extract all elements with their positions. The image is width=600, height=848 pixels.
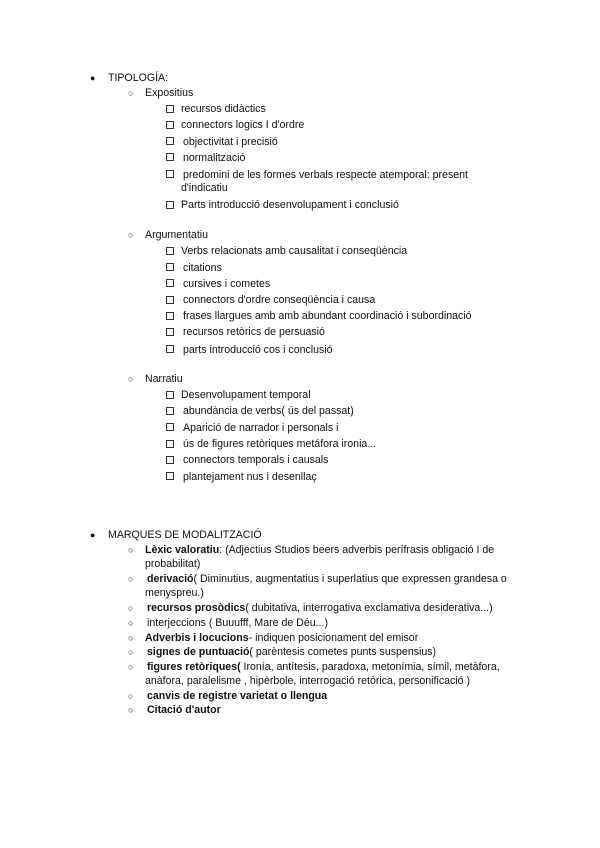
list-item-continuation: probabilitat) [145,558,201,570]
term: recursos prosòdics [147,602,246,614]
bullet-circle-icon: ○ [128,574,134,584]
term: derivació [147,573,194,585]
term-description: ( Diminutius, augmentatius i superlatius que expressen grandesa o [193,573,507,585]
list-item: frases llargues amb amb abundant coordinació i subordinació [183,310,472,322]
checkbox[interactable] [166,391,174,399]
list-item: Desenvolupament temporal [181,389,311,401]
bullet-circle-icon: ○ [128,545,134,555]
checkbox[interactable] [166,328,174,336]
list-item: connectors temporals i causals [183,454,329,466]
subsection-narratiu: Narratiu [145,373,183,385]
list-item: Aparició de narrador i personals i [183,422,339,434]
checkbox[interactable] [166,312,174,320]
checkbox[interactable] [166,201,174,209]
list-item: connectors logics I d'ordre [181,119,305,131]
bullet-circle-icon: ○ [128,88,134,98]
list-item [147,602,493,615]
list-item [145,632,418,645]
bullet-circle-icon: ○ [128,691,134,701]
term: signes de puntuació [147,646,250,658]
list-item [147,573,507,586]
subsection-argumentatiu: Argumentatiu [145,229,209,241]
bullet-circle-icon: ○ [128,705,134,715]
checkbox[interactable] [166,137,174,145]
checkbox[interactable] [166,153,174,161]
checkbox[interactable] [166,263,174,271]
list-item: parts introducció cos i conclusió [183,344,333,356]
list-item: plantejament nus i desenllaç [183,471,317,483]
term-description: ( parèntesis cometes punts suspensius) [249,646,437,658]
term: Adverbis i locucions [145,632,249,644]
list-item: predomini de les formes verbals respecte atemporal: present [183,169,468,181]
list-item: objectivitat i precisió [183,136,278,148]
list-item-continuation: d'indicatiu [181,182,228,194]
checkbox[interactable] [166,345,174,353]
list-item: Parts introducció desenvolupament i conclusió [181,199,399,211]
checkbox[interactable] [166,121,174,129]
term: figures retòriques( [147,661,241,673]
bullet-disc-icon: ● [90,530,96,540]
term: Lèxic valoratiu [145,544,220,556]
bullet-circle-icon: ○ [128,374,134,384]
list-item [147,646,436,659]
list-item [145,544,494,557]
list-item: cursives i cometes [183,278,271,290]
term: Citació d'autor [147,704,221,716]
bullet-disc-icon: ● [90,73,96,83]
list-item-continuation: menyspreu.) [145,587,204,599]
list-item [147,704,221,717]
list-item: ús de figures retòriques metáfora ironia... [183,438,377,450]
section-title-marques: MARQUES DE MODALITZACIÓ [108,529,262,541]
checkbox[interactable] [166,423,174,431]
checkbox[interactable] [166,456,174,464]
checkbox[interactable] [166,279,174,287]
bullet-circle-icon: ○ [128,603,134,613]
subsection-expositius: Expositius [145,87,194,99]
list-item: connectors d'ordre conseqüència i causa [183,294,376,306]
checkbox[interactable] [166,440,174,448]
checkbox[interactable] [166,407,174,415]
term: canvis de registre varietat o llengua [147,690,328,702]
term-description: Ironía, antítesis, paradoxa, metonímia, símil, metàfora, [240,661,500,673]
list-item: abundància de verbs( ús del passat) [183,405,354,417]
list-item: citations [183,262,222,274]
list-item [147,690,327,703]
checkbox[interactable] [166,296,174,304]
term-description: : (Adjectius Studios beers adverbis perífrasis obligació I de [219,544,495,556]
list-item: interjeccions ( Buuufff, Mare de Déu...) [147,617,328,629]
bullet-circle-icon: ○ [128,647,134,657]
checkbox[interactable] [166,247,174,255]
list-item: recursos didàctics [181,103,266,115]
list-item: recursos retòrics de persuasió [183,326,325,338]
checkbox[interactable] [166,170,174,178]
bullet-circle-icon: ○ [128,618,134,628]
list-item: Verbs relacionats amb causalitat i conseqüència [181,245,408,257]
bullet-circle-icon: ○ [128,230,134,240]
term-description: - indiquen posicionament del emisor [248,632,419,644]
list-item [147,661,500,674]
term-description: ( dubitativa, interrogativa exclamativa desiderativa...) [245,602,493,614]
section-title-tipologia: TIPOLOGÍA: [108,72,169,84]
checkbox[interactable] [166,472,174,480]
list-item-continuation: anàfora, paralelisme , hipèrbole, interrogació retòrica, personificació ) [145,675,471,687]
bullet-circle-icon: ○ [128,662,134,672]
bullet-circle-icon: ○ [128,633,134,643]
checkbox[interactable] [166,105,174,113]
list-item: normalització [183,152,246,164]
